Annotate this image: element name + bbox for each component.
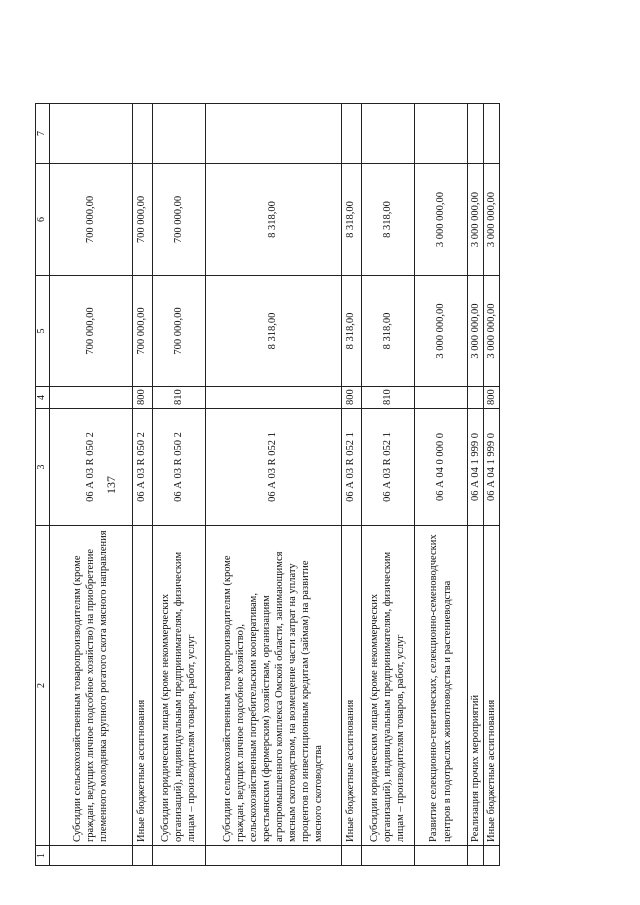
row-description: Иные бюджетные ассигнования <box>483 526 499 846</box>
column-number: 3 <box>36 409 50 526</box>
row-description: Субсидии юридическим лицам (кроме некоммерческих организаций), индивидуальным предпринимателям, физическим лицам – производителям товаров, работ, услуг <box>152 526 205 846</box>
cell-col1 <box>467 846 483 866</box>
target-article-code: 06 А 03 R 052 1 <box>361 409 414 526</box>
column-number: 7 <box>36 104 50 164</box>
row-description: Субсидии юридическим лицам (кроме некоммерческих организаций), индивидуальным предпринимателям, физическим лицам – производителям товаров, работ, услуг <box>361 526 414 846</box>
expense-group-code: 810 <box>361 387 414 409</box>
column-number: 1 <box>36 846 50 866</box>
amount-col5: 8 318,00 <box>341 276 361 387</box>
cell-col1 <box>483 846 499 866</box>
amount-col6: 700 000,00 <box>152 164 205 276</box>
amount-col6: 3 000 000,00 <box>467 164 483 276</box>
column-number: 4 <box>36 387 50 409</box>
amount-col5: 700 000,00 <box>49 276 132 387</box>
amount-col6: 3 000 000,00 <box>483 164 499 276</box>
expense-group-code: 800 <box>341 387 361 409</box>
table-row <box>467 104 483 866</box>
table-row <box>132 104 152 866</box>
column-number: 2 <box>36 526 50 846</box>
cell-col1 <box>361 846 414 866</box>
cell-col7 <box>483 104 499 164</box>
amount-col6: 8 318,00 <box>361 164 414 276</box>
amount-col5: 700 000,00 <box>152 276 205 387</box>
cell-col7 <box>467 104 483 164</box>
amount-col5: 3 000 000,00 <box>483 276 499 387</box>
expense-group-code <box>414 387 467 409</box>
target-article-code: 06 А 03 R 052 1 <box>205 409 341 526</box>
target-article-code: 06 А 03 R 050 2 <box>132 409 152 526</box>
amount-col5: 3 000 000,00 <box>467 276 483 387</box>
target-article-code: 06 А 03 R 050 2 <box>49 409 132 526</box>
expense-group-code <box>467 387 483 409</box>
cell-col7 <box>205 104 341 164</box>
row-description: Иные бюджетные ассигнования <box>341 526 361 846</box>
amount-col6: 3 000 000,00 <box>414 164 467 276</box>
table-row <box>49 104 132 866</box>
amount-col6: 8 318,00 <box>205 164 341 276</box>
page-number: 137 <box>104 476 118 494</box>
cell-col1 <box>49 846 132 866</box>
cell-col7 <box>341 104 361 164</box>
cell-col7 <box>152 104 205 164</box>
table-row <box>414 104 467 866</box>
column-number: 5 <box>36 276 50 387</box>
table-row <box>341 104 361 866</box>
target-article-code: 06 А 03 R 052 1 <box>341 409 361 526</box>
table-row <box>361 104 414 866</box>
cell-col1 <box>205 846 341 866</box>
expense-group-code: 800 <box>483 387 499 409</box>
budget-table <box>35 103 500 866</box>
cell-col7 <box>49 104 132 164</box>
cell-col7 <box>414 104 467 164</box>
expense-group-code: 810 <box>152 387 205 409</box>
table-row <box>205 104 341 866</box>
amount-col5: 8 318,00 <box>361 276 414 387</box>
row-description: Субсидии сельскохозяйственным товаропроизводителям (кроме граждан, ведущих личное подсобное хозяйство), сельскохозяйственным потребительским кооперативам, крестьянским (фермерским) хозяйствам, организациям агропромышленного комплекса Омской области, занимающимся мясным скотоводством, на возмещение части затрат на уплату процентов по инвестиционным кредитам (займам) на развитие мясного скотоводства <box>205 526 341 846</box>
cell-col7 <box>361 104 414 164</box>
row-description: Субсидии сельскохозяйственным товаропроизводителям (кроме граждан, ведущих личное подсобное хозяйство) на приобретение племенного молодняка крупного рогатого скота мясного направления <box>49 526 132 846</box>
row-description: Развитие селекционно-генетических, селекционно-семеноводческих центров в подотраслях животноводства и растениеводства <box>414 526 467 846</box>
row-description: Реализация прочих мероприятий <box>467 526 483 846</box>
expense-group-code: 800 <box>132 387 152 409</box>
cell-col1 <box>341 846 361 866</box>
target-article-code: 06 А 04 1 999 0 <box>483 409 499 526</box>
column-numbers-row <box>36 104 50 866</box>
cell-col1 <box>152 846 205 866</box>
cell-col7 <box>132 104 152 164</box>
cell-col1 <box>132 846 152 866</box>
amount-col5: 700 000,00 <box>132 276 152 387</box>
target-article-code: 06 А 04 1 999 0 <box>467 409 483 526</box>
row-description: Иные бюджетные ассигнования <box>132 526 152 846</box>
target-article-code: 06 А 03 R 050 2 <box>152 409 205 526</box>
amount-col6: 700 000,00 <box>132 164 152 276</box>
table-row <box>483 104 499 866</box>
column-number: 6 <box>36 164 50 276</box>
expense-group-code <box>49 387 132 409</box>
expense-group-code <box>205 387 341 409</box>
amount-col6: 8 318,00 <box>341 164 361 276</box>
table-row <box>152 104 205 866</box>
amount-col5: 8 318,00 <box>205 276 341 387</box>
target-article-code: 06 А 04 0 000 0 <box>414 409 467 526</box>
amount-col6: 700 000,00 <box>49 164 132 276</box>
cell-col1 <box>414 846 467 866</box>
amount-col5: 3 000 000,00 <box>414 276 467 387</box>
